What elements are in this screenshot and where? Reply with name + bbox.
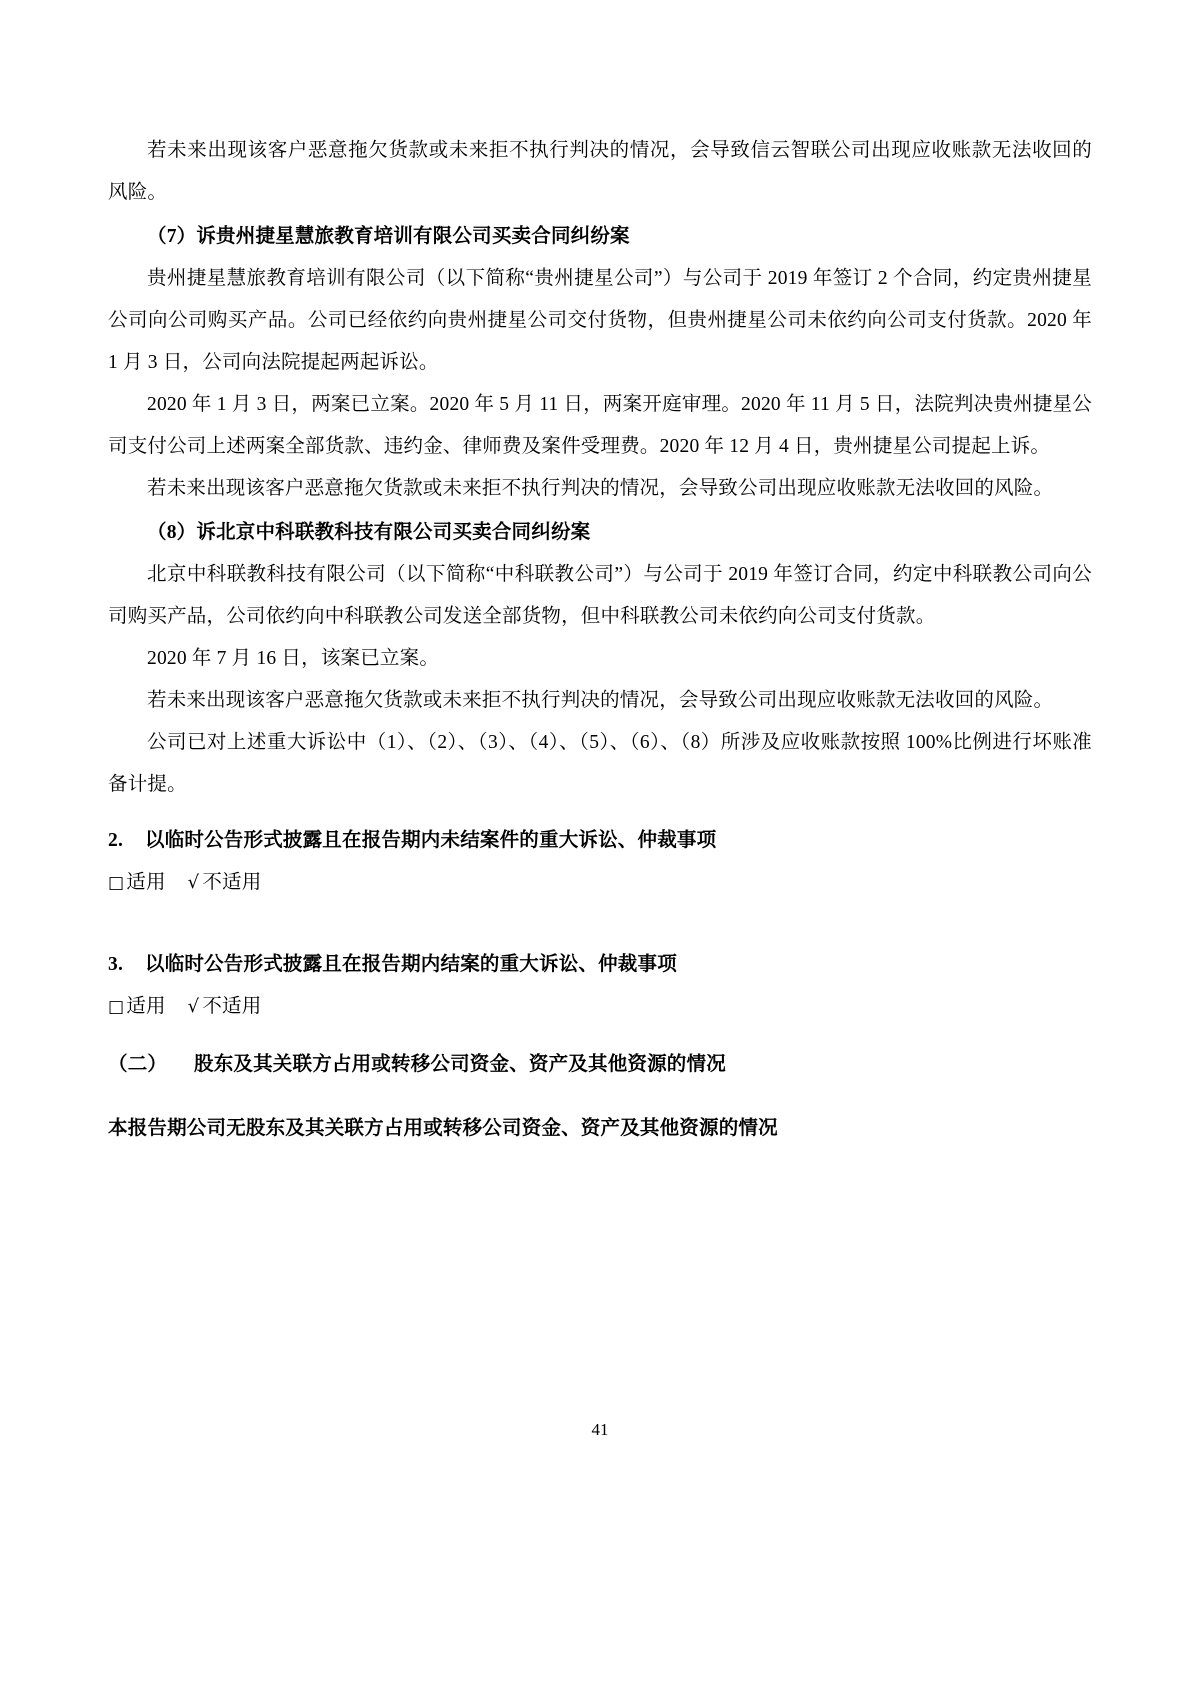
section-3-not-applicable-option[interactable] bbox=[188, 996, 262, 1017]
section-2-applicable-label: 适用 bbox=[126, 872, 166, 893]
heading-case-7: （7）诉贵州捷星慧旅教育培训有限公司买卖合同纠纷案 bbox=[147, 226, 630, 247]
paragraph-case8-risk: 若未来出现该客户恶意拖欠货款或未来拒不执行判决的情况，会导致公司出现应收账款无法收回的风险。 bbox=[147, 690, 1054, 711]
document-body bbox=[108, 130, 1092, 1150]
section-er-title: 股东及其关联方占用或转移公司资金、资产及其他资源的情况 bbox=[194, 1054, 726, 1075]
section-3-applicable-option[interactable] bbox=[108, 996, 166, 1017]
paragraph-case7-progress: 2020 年 1 月 3 日，两案已立案。2020 年 5 月 11 日，两案开庭审理。2020 年 11 月 5 日，法院判决贵州捷星公司支付公司上述两案全部货款、违约金、律师费及案件受理费。2020 年 12 月 4 日，贵州捷星公司提起上诉。 bbox=[108, 394, 1092, 457]
paragraph-bad-debt-provision: 公司已对上述重大诉讼中（1）、（2）、（3）、（4）、（5）、（6）、（8）所涉及应收账款按照 100%比例进行坏账准备计提。 bbox=[108, 732, 1092, 795]
section-2-not-applicable-label: 不适用 bbox=[202, 872, 262, 893]
checkmark-icon: √ bbox=[187, 996, 200, 1017]
section-er-statement: 本报告期公司无股东及其关联方占用或转移公司资金、资产及其他资源的情况 bbox=[108, 1118, 778, 1139]
heading-section-2 bbox=[108, 820, 1092, 862]
section-2-title: 以临时公告形式披露且在报告期内未结案件的重大诉讼、仲裁事项 bbox=[145, 830, 717, 851]
checkmark-icon: √ bbox=[187, 872, 200, 893]
heading-section-er bbox=[108, 1044, 1092, 1086]
paragraph-case8-progress: 2020 年 7 月 16 日，该案已立案。 bbox=[147, 648, 440, 669]
checkbox-empty-icon: □ bbox=[108, 997, 125, 1017]
section-3-applicability bbox=[108, 986, 1092, 1028]
checkbox-empty-icon: □ bbox=[108, 873, 125, 893]
paragraph-case7-risk: 若未来出现该客户恶意拖欠货款或未来拒不执行判决的情况，会导致公司出现应收账款无法收回的风险。 bbox=[147, 478, 1054, 499]
section-2-number: 2. bbox=[108, 830, 124, 851]
spacer bbox=[108, 904, 1092, 930]
section-3-applicable-label: 适用 bbox=[126, 996, 166, 1017]
heading-section-3 bbox=[108, 944, 1092, 986]
section-3-title: 以临时公告形式披露且在报告期内结案的重大诉讼、仲裁事项 bbox=[145, 954, 677, 975]
section-er-label: （二） bbox=[108, 1054, 168, 1075]
heading-case-8: （8）诉北京中科联教科技有限公司买卖合同纠纷案 bbox=[147, 522, 591, 543]
section-2-applicable-option[interactable] bbox=[108, 872, 166, 893]
section-2-not-applicable-option[interactable] bbox=[188, 872, 262, 893]
paragraph-risk-xinyun: 若未来出现该客户恶意拖欠货款或未来拒不执行判决的情况，会导致信云智联公司出现应收账款无法收回的风险。 bbox=[108, 140, 1092, 203]
section-3-number: 3. bbox=[108, 954, 124, 975]
page-number: 41 bbox=[591, 1420, 609, 1439]
section-3-not-applicable-label: 不适用 bbox=[202, 996, 262, 1017]
section-2-applicability bbox=[108, 862, 1092, 904]
paragraph-case8-background: 北京中科联教科技有限公司（以下简称“中科联教公司”）与公司于 2019 年签订合同，约定中科联教公司向公司购买产品，公司依约向中科联教公司发送全部货物，但中科联教公司未依约向公司支付货款。 bbox=[108, 564, 1092, 627]
paragraph-case7-background: 贵州捷星慧旅教育培训有限公司（以下简称“贵州捷星公司”）与公司于 2019 年签订 2 个合同，约定贵州捷星公司向公司购买产品。公司已经依约向贵州捷星公司交付货物，但贵州捷星公司未依约向公司支付货款。2020 年 1 月 3 日，公司向法院提起两起诉讼。 bbox=[108, 268, 1092, 373]
